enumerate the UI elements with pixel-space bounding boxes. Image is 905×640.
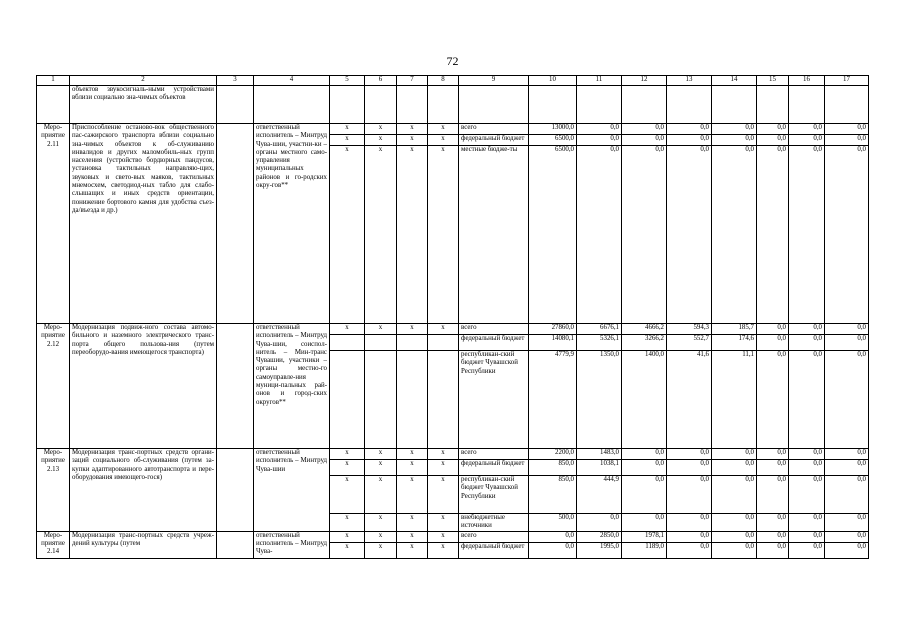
value-cell: 0,0 [825,514,869,532]
code-cell: х [365,135,397,146]
column-number: 15 [757,76,789,86]
value-cell: 0,0 [667,514,712,532]
value-cell: 850,0 [529,460,577,476]
value-cell: 0,0 [712,449,757,460]
code-cell: х [330,124,365,135]
column-number: 6 [365,76,397,86]
value-cell: 0,0 [622,124,667,135]
value-cell: 41,6 [667,351,712,449]
code-cell: х [365,542,397,558]
measure-label: Меро-приятие 2.13 [37,449,70,532]
value-cell: 0,0 [789,514,825,532]
value-cell: 0,0 [622,460,667,476]
code-cell: х [428,531,459,542]
value-cell: 6500,0 [529,135,577,146]
code-cell: х [330,146,365,324]
funding-source: федеральный бюджет [459,335,529,351]
value-cell: 0,0 [667,146,712,324]
code-cell: х [428,135,459,146]
value-cell: 0,0 [667,542,712,558]
value-cell: 0,0 [789,460,825,476]
value-cell: 6676,1 [577,324,622,335]
code-cell: х [397,135,428,146]
value-cell: 0,0 [825,324,869,335]
value-cell: 0,0 [789,531,825,542]
code-cell: х [397,542,428,558]
value-cell: 0,0 [825,460,869,476]
value-cell: 0,0 [757,531,789,542]
code-cell: х [397,324,428,335]
code-cell: х [428,460,459,476]
code-cell [428,335,459,351]
value-cell: 0,0 [825,449,869,460]
code-cell: х [365,476,397,514]
funding-source: республикан-ский бюджет Чувашской Республики [459,351,529,449]
value-cell: 0,0 [577,146,622,324]
code-cell: х [397,514,428,532]
value-cell: 500,0 [529,514,577,532]
value-cell: 1483,0 [577,449,622,460]
value-cell: 174,6 [712,335,757,351]
value-cell: 0,0 [757,146,789,324]
column-number: 10 [529,76,577,86]
value-cell: 6500,0 [529,146,577,324]
value-cell: 0,0 [712,542,757,558]
value-cell: 0,0 [789,351,825,449]
code-cell: х [428,514,459,532]
value-cell: 13000,0 [529,124,577,135]
value-cell: 1995,0 [577,542,622,558]
value-cell: 0,0 [622,146,667,324]
value-cell: 0,0 [789,476,825,514]
value-cell: 1400,0 [622,351,667,449]
value-cell: 0,0 [622,449,667,460]
value-cell: 5326,1 [577,335,622,351]
value-cell: 0,0 [712,460,757,476]
value-cell: 0,0 [757,335,789,351]
code-cell: х [365,146,397,324]
value-cell: 0,0 [667,460,712,476]
column-number: 14 [712,76,757,86]
measure-row [37,324,869,335]
value-cell: 0,0 [529,531,577,542]
value-cell: 0,0 [622,135,667,146]
code-cell [330,351,365,449]
code-cell: х [330,531,365,542]
code-cell: х [397,460,428,476]
column-number: 11 [577,76,622,86]
measure-description: Модернизация подвиж-ного состава автомо-бильного и наземного электрического транс-порта общего пользова-ния (путем переоборудо-вания имеющегося транспорта) [70,324,217,449]
code-cell: х [330,135,365,146]
measure-label: Меро-приятие 2.12 [37,324,70,449]
code-cell [397,335,428,351]
value-cell: 0,0 [757,476,789,514]
value-cell: 0,0 [825,476,869,514]
value-cell: 0,0 [825,542,869,558]
measure-executor: ответственный исполнитель – Минтруд Чува- [254,531,330,558]
value-cell: 444,9 [577,476,622,514]
value-cell: 0,0 [789,449,825,460]
value-cell: 1038,1 [577,460,622,476]
value-cell: 552,7 [667,335,712,351]
funding-source: всего [459,531,529,542]
value-cell: 0,0 [789,135,825,146]
measure-row [37,531,869,542]
value-cell: 0,0 [825,135,869,146]
code-cell: х [330,324,365,335]
value-cell: 4779,9 [529,351,577,449]
empty-cell [217,124,254,324]
value-cell: 0,0 [789,542,825,558]
column-number: 8 [428,76,459,86]
continued-description: объектов звукосигналь-ными устройствами вблизи социально зна-чимых объектов [70,86,217,124]
funding-source: внебюджетные источники [459,514,529,532]
code-cell: х [397,124,428,135]
value-cell: 0,0 [757,460,789,476]
column-number: 5 [330,76,365,86]
value-cell: 0,0 [712,146,757,324]
measure-executor: ответственный исполнитель – Минтруд Чува-шии, участни-ки – органы местного само-управления муниципальных районов и го-родских окру-гов** [254,124,330,324]
code-cell: х [330,476,365,514]
funding-source: всего [459,449,529,460]
value-cell: 0,0 [825,146,869,324]
funding-source: республикан-ский бюджет Чувашской Республики [459,476,529,514]
value-cell: 0,0 [825,124,869,135]
funding-source: всего [459,124,529,135]
column-number: 7 [397,76,428,86]
code-cell: х [365,449,397,460]
code-cell: х [428,449,459,460]
code-cell: х [397,146,428,324]
value-cell: 0,0 [789,335,825,351]
value-cell: 1350,0 [577,351,622,449]
column-number: 3 [217,76,254,86]
code-cell [428,351,459,449]
value-cell: 0,0 [757,351,789,449]
value-cell: 594,3 [667,324,712,335]
code-cell: х [397,476,428,514]
code-cell: х [397,449,428,460]
measure-description: Модернизация транс-портных средств учреж-дений культуры (путем [70,531,217,558]
value-cell: 27860,0 [529,324,577,335]
value-cell: 0,0 [577,124,622,135]
funding-source: всего [459,324,529,335]
code-cell [330,335,365,351]
measure-description: Модернизация транс-портных средств органи-заций социального об-служивания (путем за-купки адаптированного автотранспорта и пере-оборудования имеющего-гося) [70,449,217,532]
column-number: 12 [622,76,667,86]
value-cell: 11,1 [712,351,757,449]
code-cell: х [365,124,397,135]
value-cell: 0,0 [789,324,825,335]
funding-source: федеральный бюджет [459,460,529,476]
value-cell: 0,0 [757,449,789,460]
value-cell: 0,0 [667,476,712,514]
value-cell: 0,0 [712,531,757,542]
funding-source: местные бюдже-ты [459,146,529,324]
code-cell [365,335,397,351]
empty-cell [217,324,254,449]
value-cell: 3266,2 [622,335,667,351]
funding-source: федеральный бюджет [459,135,529,146]
value-cell: 0,0 [667,531,712,542]
code-cell [365,351,397,449]
value-cell: 0,0 [757,514,789,532]
measure-executor: ответственный исполнитель – Минтруд Чува-шии [254,449,330,532]
value-cell: 14080,1 [529,335,577,351]
value-cell: 0,0 [789,124,825,135]
measure-label: Меро-приятие 2.14 [37,531,70,558]
value-cell: 0,0 [667,135,712,146]
code-cell: х [397,531,428,542]
value-cell: 0,0 [667,449,712,460]
value-cell: 0,0 [757,135,789,146]
column-number: 9 [459,76,529,86]
measure-row [37,124,869,135]
code-cell: х [428,476,459,514]
value-cell: 0,0 [577,514,622,532]
value-cell: 4666,2 [622,324,667,335]
column-number-row [37,76,869,86]
measure-row [37,449,869,460]
column-number: 2 [70,76,217,86]
value-cell: 0,0 [757,324,789,335]
funding-source: федеральный бюджет [459,542,529,558]
measure-label: Меро-приятие 2.11 [37,124,70,324]
value-cell: 0,0 [712,124,757,135]
code-cell: х [428,124,459,135]
code-cell: х [428,542,459,558]
value-cell: 0,0 [712,514,757,532]
column-number: 13 [667,76,712,86]
value-cell: 0,0 [789,146,825,324]
empty-cell [217,449,254,532]
code-cell: х [330,460,365,476]
column-number: 4 [254,76,330,86]
page-number: 72 [446,54,459,68]
value-cell: 0,0 [577,135,622,146]
code-cell: х [365,531,397,542]
value-cell: 2850,0 [577,531,622,542]
value-cell: 2200,0 [529,449,577,460]
value-cell: 0,0 [622,514,667,532]
value-cell: 0,0 [757,542,789,558]
code-cell [397,351,428,449]
value-cell: 0,0 [825,531,869,542]
value-cell: 0,0 [529,542,577,558]
measure-description: Приспособление останово-вок общественного пас-сажирского транспорта вблизи социально зна-чимых объектов к об-служиванию инвалидов и других маломобиль-ных групп населения (устройство бордюрных пандусов, установка тактильных направляю-щих, звуковых и свето-вых маяков, тактильных мнемосхем, светодиод-ных табло для слабо-слышащих и иных средств ориентации, понижение бортового камня для удобства съез-да/въезда и др.) [70,124,217,324]
value-cell: 1189,0 [622,542,667,558]
continuation-row [37,86,869,124]
table-body [37,76,869,559]
code-cell: х [428,146,459,324]
column-number: 16 [789,76,825,86]
program-table [36,75,869,559]
value-cell: 0,0 [712,135,757,146]
code-cell: х [330,449,365,460]
code-cell: х [365,460,397,476]
code-cell: х [365,324,397,335]
column-number: 1 [37,76,70,86]
value-cell: 185,7 [712,324,757,335]
code-cell: х [330,542,365,558]
value-cell: 0,0 [757,124,789,135]
empty-cell [217,531,254,558]
value-cell: 850,0 [529,476,577,514]
column-number: 17 [825,76,869,86]
value-cell: 1978,1 [622,531,667,542]
value-cell: 0,0 [825,351,869,449]
code-cell: х [365,514,397,532]
value-cell: 0,0 [667,124,712,135]
code-cell: х [330,514,365,532]
value-cell: 0,0 [622,476,667,514]
measure-executor: ответственный исполнитель – Минтруд Чува-шии, соиспол-нитель – Мин-транс Чувашии, участники – органы местно-го самоуправле-ния муници-пальных рай-онов и город-ских округов** [254,324,330,449]
value-cell: 0,0 [712,476,757,514]
value-cell: 0,0 [825,335,869,351]
code-cell: х [428,324,459,335]
